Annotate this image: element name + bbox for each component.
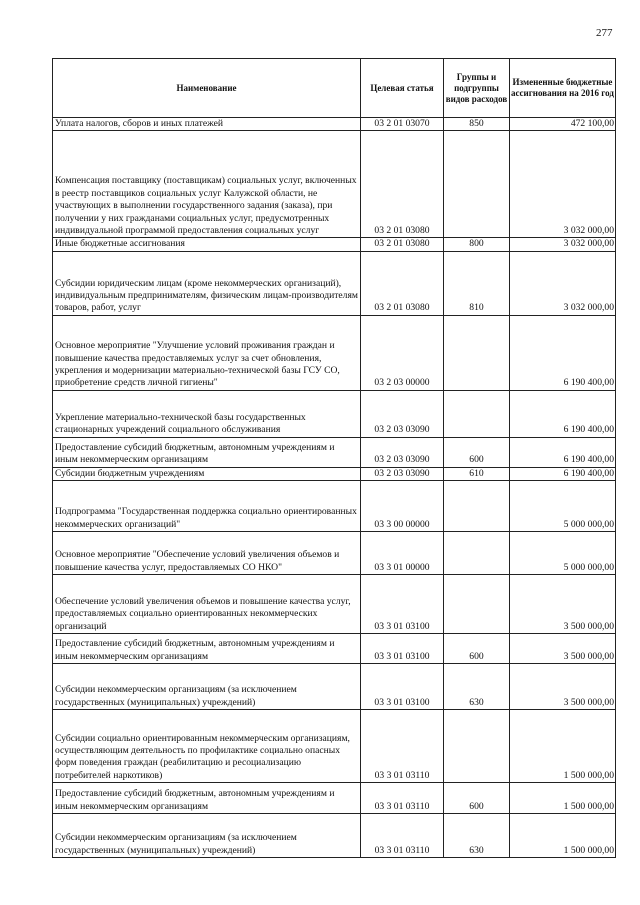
row-name: Компенсация поставщику (поставщикам) социальных услуг, включенных в реестр поставщиков социальных услуг Калужской области, не участвующих в выполнении государственного задания (заказа), при получении у них гражданами социальных услуг, предусмотренных индивидуальной программой предоставления социальных услуг: [53, 131, 361, 238]
row-code: 03 2 01 03070: [361, 118, 444, 131]
row-code: 03 3 00 00000: [361, 481, 444, 532]
row-amount: 1 500 000,00: [510, 814, 616, 858]
row-amount: 6 190 400,00: [510, 315, 616, 390]
table-row: [53, 118, 616, 131]
row-group: [444, 532, 510, 575]
row-code: 03 2 01 03080: [361, 251, 444, 315]
row-name: Предоставление субсидий бюджетным, автономным учреждениям и иным некоммерческим организациям: [53, 437, 361, 467]
row-group: 610: [444, 467, 510, 480]
row-group: 800: [444, 238, 510, 251]
header-amount: Измененные бюджетные ассигнования на 2016 год: [510, 59, 616, 118]
row-name: Предоставление субсидий бюджетным, автономным учреждениям и иным некоммерческим организациям: [53, 634, 361, 664]
table-row: [53, 710, 616, 783]
row-amount: 3 500 000,00: [510, 664, 616, 710]
row-name: Основное мероприятие "Обеспечение условий увеличения объемов и повышение качества услуг, предоставляемых СО НКО": [53, 532, 361, 575]
row-amount: 6 190 400,00: [510, 467, 616, 480]
row-name: Субсидии некоммерческим организациям (за исключением государственных (муниципальных) учреждений): [53, 814, 361, 858]
table-row: [53, 532, 616, 575]
row-code: 03 3 01 00000: [361, 532, 444, 575]
row-name: Подпрограмма "Государственная поддержка социально ориентированных некоммерческих организаций": [53, 481, 361, 532]
row-code: 03 3 01 03110: [361, 710, 444, 783]
row-amount: 6 190 400,00: [510, 390, 616, 437]
row-code: 03 3 01 03110: [361, 814, 444, 858]
header-group: Группы и подгруппы видов расходов: [444, 59, 510, 118]
table-row: [53, 437, 616, 467]
header-target: Целевая статья: [361, 59, 444, 118]
row-name: Обеспечение условий увеличения объемов и повышение качества услуг, предоставляемых социально ориентированных некоммерческих организаций: [53, 575, 361, 634]
row-code: 03 3 01 03110: [361, 783, 444, 814]
row-name: Иные бюджетные ассигнования: [53, 238, 361, 251]
row-name: Уплата налогов, сборов и иных платежей: [53, 118, 361, 131]
row-name: Предоставление субсидий бюджетным, автономным учреждениям и иным некоммерческим организациям: [53, 783, 361, 814]
row-group: 850: [444, 118, 510, 131]
row-name: Укрепление материально-технической базы государственных стационарных учреждений социального обслуживания: [53, 390, 361, 437]
row-group: [444, 390, 510, 437]
table-row: [53, 315, 616, 390]
header-name: Наименование: [53, 59, 361, 118]
row-group: 600: [444, 634, 510, 664]
row-name: Субсидии юридическим лицам (кроме некоммерческих организаций), индивидуальным предпринимателям, физическим лицам-производителям товаров, работ, услуг: [53, 251, 361, 315]
row-amount: 5 000 000,00: [510, 532, 616, 575]
budget-table: [52, 58, 616, 858]
row-group: [444, 315, 510, 390]
row-amount: 6 190 400,00: [510, 437, 616, 467]
row-amount: 3 032 000,00: [510, 251, 616, 315]
row-group: 600: [444, 783, 510, 814]
table-row: [53, 131, 616, 238]
row-amount: 5 000 000,00: [510, 481, 616, 532]
table-row: [53, 390, 616, 437]
row-group: [444, 710, 510, 783]
table-header-row: [53, 59, 616, 118]
table-row: [53, 575, 616, 634]
table-row: [53, 664, 616, 710]
page-number: 277: [596, 27, 613, 39]
table-row: [53, 814, 616, 858]
table-row: [53, 783, 616, 814]
row-group: 630: [444, 664, 510, 710]
row-group: 630: [444, 814, 510, 858]
row-code: 03 2 03 00000: [361, 315, 444, 390]
row-group: 810: [444, 251, 510, 315]
row-amount: 3 500 000,00: [510, 575, 616, 634]
table-row: [53, 467, 616, 480]
row-code: 03 2 03 03090: [361, 437, 444, 467]
row-name: Основное мероприятие "Улучшение условий проживания граждан и повышение качества предоставляемых услуг за счет обновления, укрепления и модернизации материально-технической базы ГСУ СО, приобретение средств личной гигиены": [53, 315, 361, 390]
row-amount: 3 032 000,00: [510, 131, 616, 238]
row-amount: 472 100,00: [510, 118, 616, 131]
row-code: 03 2 03 03090: [361, 467, 444, 480]
row-code: 03 2 01 03080: [361, 131, 444, 238]
table-row: [53, 251, 616, 315]
row-code: 03 3 01 03100: [361, 664, 444, 710]
row-amount: 3 032 000,00: [510, 238, 616, 251]
row-group: [444, 575, 510, 634]
table-row: [53, 634, 616, 664]
table-row: [53, 238, 616, 251]
row-group: 600: [444, 437, 510, 467]
table-row: [53, 481, 616, 532]
row-code: 03 3 01 03100: [361, 634, 444, 664]
row-name: Субсидии социально ориентированным некоммерческим организациям, осуществляющим деятельность по профилактике социально опасных форм поведения граждан (реабилитацию и ресоциализацию потребителей наркотиков): [53, 710, 361, 783]
row-group: [444, 131, 510, 238]
row-code: 03 2 03 03090: [361, 390, 444, 437]
row-amount: 1 500 000,00: [510, 783, 616, 814]
row-name: Субсидии бюджетным учреждениям: [53, 467, 361, 480]
row-amount: 3 500 000,00: [510, 634, 616, 664]
row-code: 03 3 01 03100: [361, 575, 444, 634]
row-amount: 1 500 000,00: [510, 710, 616, 783]
row-group: [444, 481, 510, 532]
row-name: Субсидии некоммерческим организациям (за исключением государственных (муниципальных) учреждений): [53, 664, 361, 710]
row-code: 03 2 01 03080: [361, 238, 444, 251]
